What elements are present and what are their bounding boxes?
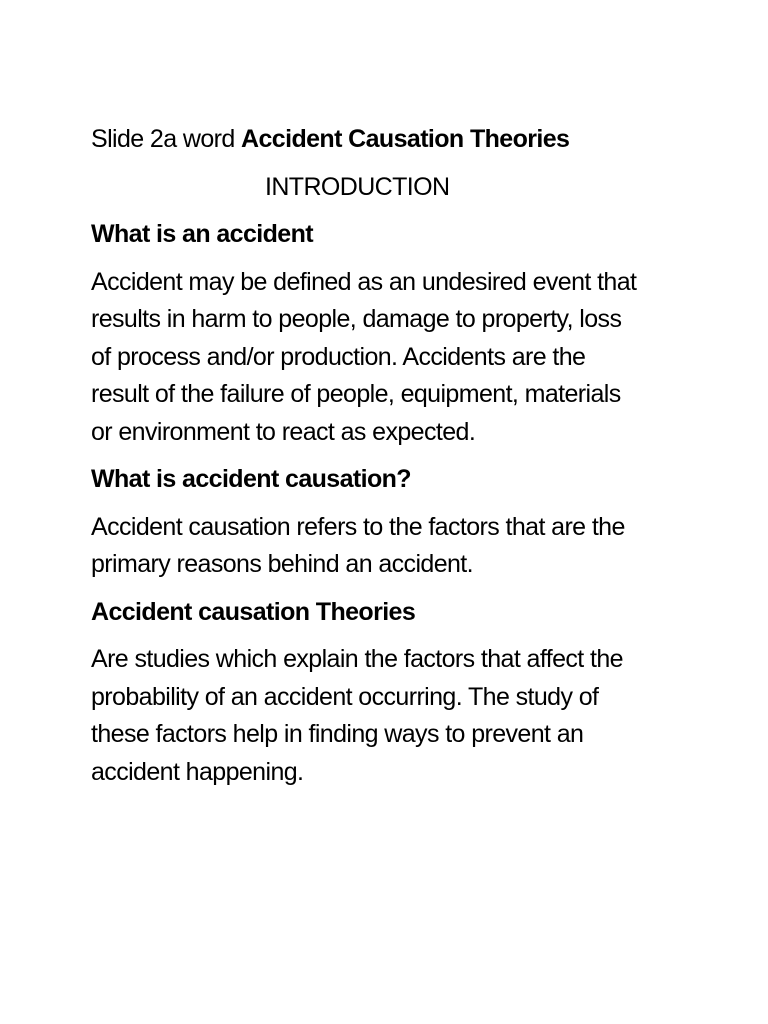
paragraph-line: primary reasons behind an accident.	[91, 550, 474, 578]
paragraph-line: Accident causation refers to the factors that are the	[91, 512, 625, 541]
paragraph-line: results in harm to people, damage to property, loss	[91, 305, 622, 333]
paragraph-line: accident happening.	[91, 757, 304, 786]
section-paragraph-causation	[91, 509, 691, 584]
paragraph-line: probability of an accident occurring. The study of	[91, 682, 599, 711]
section-heading-causation: What is accident causation?	[91, 465, 411, 493]
paragraph-line: result of the failure of people, equipment, materials	[91, 380, 621, 408]
paragraph-line: these factors help in finding ways to prevent an	[91, 720, 584, 748]
document-title	[91, 121, 691, 159]
section-heading-theories: Accident causation Theories	[91, 597, 416, 626]
section-paragraph-theories	[91, 641, 691, 791]
paragraph-line: or environment to react as expected.	[91, 417, 476, 446]
paragraph-line: of process and/or production. Accidents are the	[91, 342, 586, 371]
title-prefix: Slide 2a word	[91, 125, 242, 153]
title-bold: Accident Causation Theories	[241, 125, 570, 153]
section-paragraph-accident	[91, 264, 691, 452]
paragraph-line: Are studies which explain the factors that affect the	[91, 645, 623, 673]
section-heading-accident: What is an accident	[91, 220, 313, 248]
paragraph-line: Accident may be defined as an undesired event that	[91, 267, 637, 296]
intro-heading: INTRODUCTION	[265, 172, 450, 201]
document-page	[91, 121, 691, 801]
